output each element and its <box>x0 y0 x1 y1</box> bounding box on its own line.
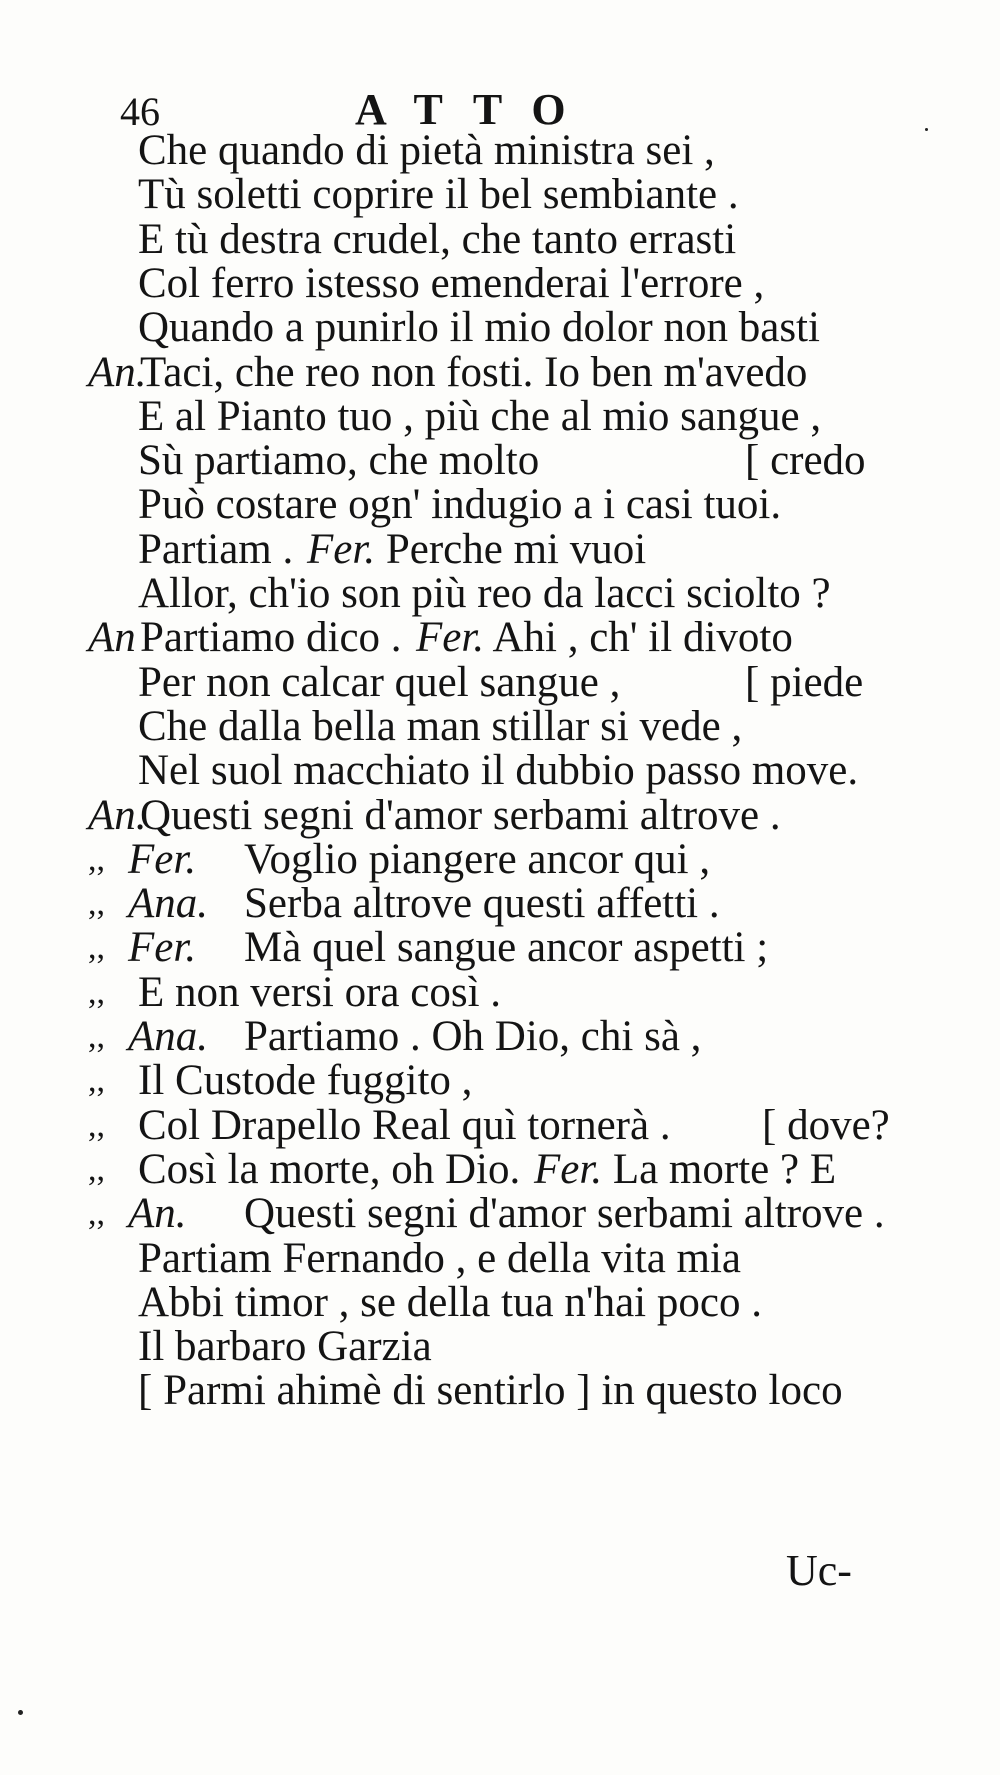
verse-line <box>0 923 1000 973</box>
verse-line <box>0 1322 1000 1372</box>
verse-continuation <box>307 525 646 575</box>
verse-line <box>0 835 1000 885</box>
verse-line <box>0 702 1000 752</box>
verse-text: Il barbaro Garzia <box>138 1323 432 1371</box>
verse-line <box>0 1056 1000 1106</box>
verse-line <box>0 569 1000 619</box>
verse-line <box>0 791 1000 841</box>
bracketed-carryover: [ dove? <box>762 1101 890 1149</box>
speaker-label: Fer. <box>416 614 485 662</box>
catchword: Uc- <box>786 1546 852 1595</box>
verse-text: Questi segni d'amor serbami altrove . <box>140 791 781 839</box>
verse-line <box>0 126 1000 176</box>
verse-text: Partiam Fernando , e della vita mia <box>138 1234 742 1282</box>
speaker-label: An <box>88 614 136 662</box>
speaker-label: Ana. <box>128 880 209 928</box>
ink-speck <box>18 1710 23 1715</box>
verse-text: Partiamo dico . <box>140 614 402 662</box>
verse-line <box>0 1101 1000 1151</box>
speaker-label: Ana. <box>128 1013 209 1060</box>
verse-text: E al Pianto tuo , più che al mio sangue , <box>138 392 822 440</box>
verse-line <box>0 348 1000 398</box>
verse-text: Per non calcar quel sangue , <box>138 658 621 706</box>
quotation-marker: ,, <box>88 1062 105 1100</box>
speaker-label: Fer. <box>534 1145 603 1193</box>
speaker-label: An. <box>88 791 147 839</box>
verse-text: La morte ? E <box>612 1145 837 1193</box>
quotation-marker: ,, <box>88 929 105 967</box>
speaker-label: Fer. <box>307 525 376 573</box>
verse-text: Serba altrove questi affetti . <box>244 880 720 928</box>
verse-text: Voglio piangere ancor qui , <box>244 835 711 883</box>
verse-text: E tù destra crudel, che tanto errasti <box>138 215 737 263</box>
page-number: 46 <box>120 89 160 134</box>
verse-text: Che dalla bella man stillar si vede , <box>138 702 743 750</box>
verse-text: Taci, che reo non fosti. Io ben m'avedo <box>140 348 808 396</box>
speaker-label: An. <box>88 348 147 396</box>
bracketed-carryover: [ credo <box>745 437 866 485</box>
verse-text: Ahi , ch' il divoto <box>492 614 793 662</box>
verse-text: [ Parmi ahimè di sentirlo ] in questo loco <box>138 1367 843 1415</box>
bracketed-carryover: [ piede <box>745 658 864 706</box>
verse-text: Mà quel sangue ancor aspetti ; <box>244 924 769 972</box>
quotation-marker: ,, <box>88 840 105 878</box>
verse-line <box>0 968 1000 1018</box>
speaker-label: Fer. <box>128 835 197 883</box>
verse-line <box>0 215 1000 265</box>
verse-line <box>0 1278 1000 1328</box>
verse-line <box>0 1234 1000 1284</box>
verse-continuation <box>416 613 793 663</box>
verse-line <box>0 392 1000 442</box>
quotation-marker: ,, <box>88 1018 105 1055</box>
verse-text: E non versi ora così . <box>138 968 502 1016</box>
verse-text: Che quando di pietà ministra sei , <box>138 127 715 174</box>
verse-line <box>0 1145 1000 1195</box>
verse-text: Col ferro istesso emenderai l'errore , <box>138 259 765 307</box>
speaker-label: Fer. <box>128 924 197 972</box>
verse-text: Il Custode fuggito , <box>138 1057 473 1105</box>
verse-text: Nel suol macchiato il dubbio passo move. <box>138 747 859 795</box>
verse-text: Col Drapello Real quì tornerà . <box>138 1101 671 1149</box>
verse-text: Partiamo . Oh Dio, chi sà , <box>244 1013 702 1060</box>
verse-text: Sù partiamo, che molto <box>138 437 540 485</box>
verse-text: Perche mi vuoi <box>385 525 647 573</box>
verse-line <box>0 658 1000 708</box>
verse-line <box>0 170 1000 220</box>
verse-line <box>0 1012 1000 1062</box>
verse-text: Partiam . <box>138 525 294 573</box>
verse-line <box>0 525 1000 575</box>
verse-line <box>0 259 1000 309</box>
verse-line <box>0 436 1000 486</box>
quotation-marker: ,, <box>88 1106 105 1144</box>
quotation-marker: ,, <box>88 1195 105 1233</box>
verse-text: Così la morte, oh Dio. <box>138 1145 521 1193</box>
quotation-marker: ,, <box>88 885 105 923</box>
ink-speck <box>925 128 928 131</box>
verse-text: Questi segni d'amor serbami altrove . <box>244 1190 885 1238</box>
verse-line <box>0 303 1000 353</box>
speaker-label: An. <box>128 1190 187 1238</box>
quotation-marker: ,, <box>88 973 105 1011</box>
verse-text: Tù soletti coprire il bel sembiante . <box>138 171 739 219</box>
verse-line <box>0 1366 1000 1416</box>
quotation-marker: ,, <box>88 1150 105 1188</box>
verse-text: Allor, ch'io son più reo da lacci sciolto ? <box>138 570 831 617</box>
verse-continuation <box>534 1145 836 1195</box>
verse-text: Abbi timor , se della tua n'hai poco . <box>138 1278 762 1326</box>
verse-line <box>0 1189 1000 1239</box>
verse-line <box>0 746 1000 796</box>
verse-text: Quando a punirlo il mio dolor non basti <box>138 304 820 352</box>
running-head: ATTO <box>355 85 596 134</box>
verse-line <box>0 613 1000 663</box>
verse-line <box>0 879 1000 929</box>
verse-text: Può costare ogn' indugio a i casi tuoi. <box>138 481 782 529</box>
verse-line <box>0 480 1000 530</box>
